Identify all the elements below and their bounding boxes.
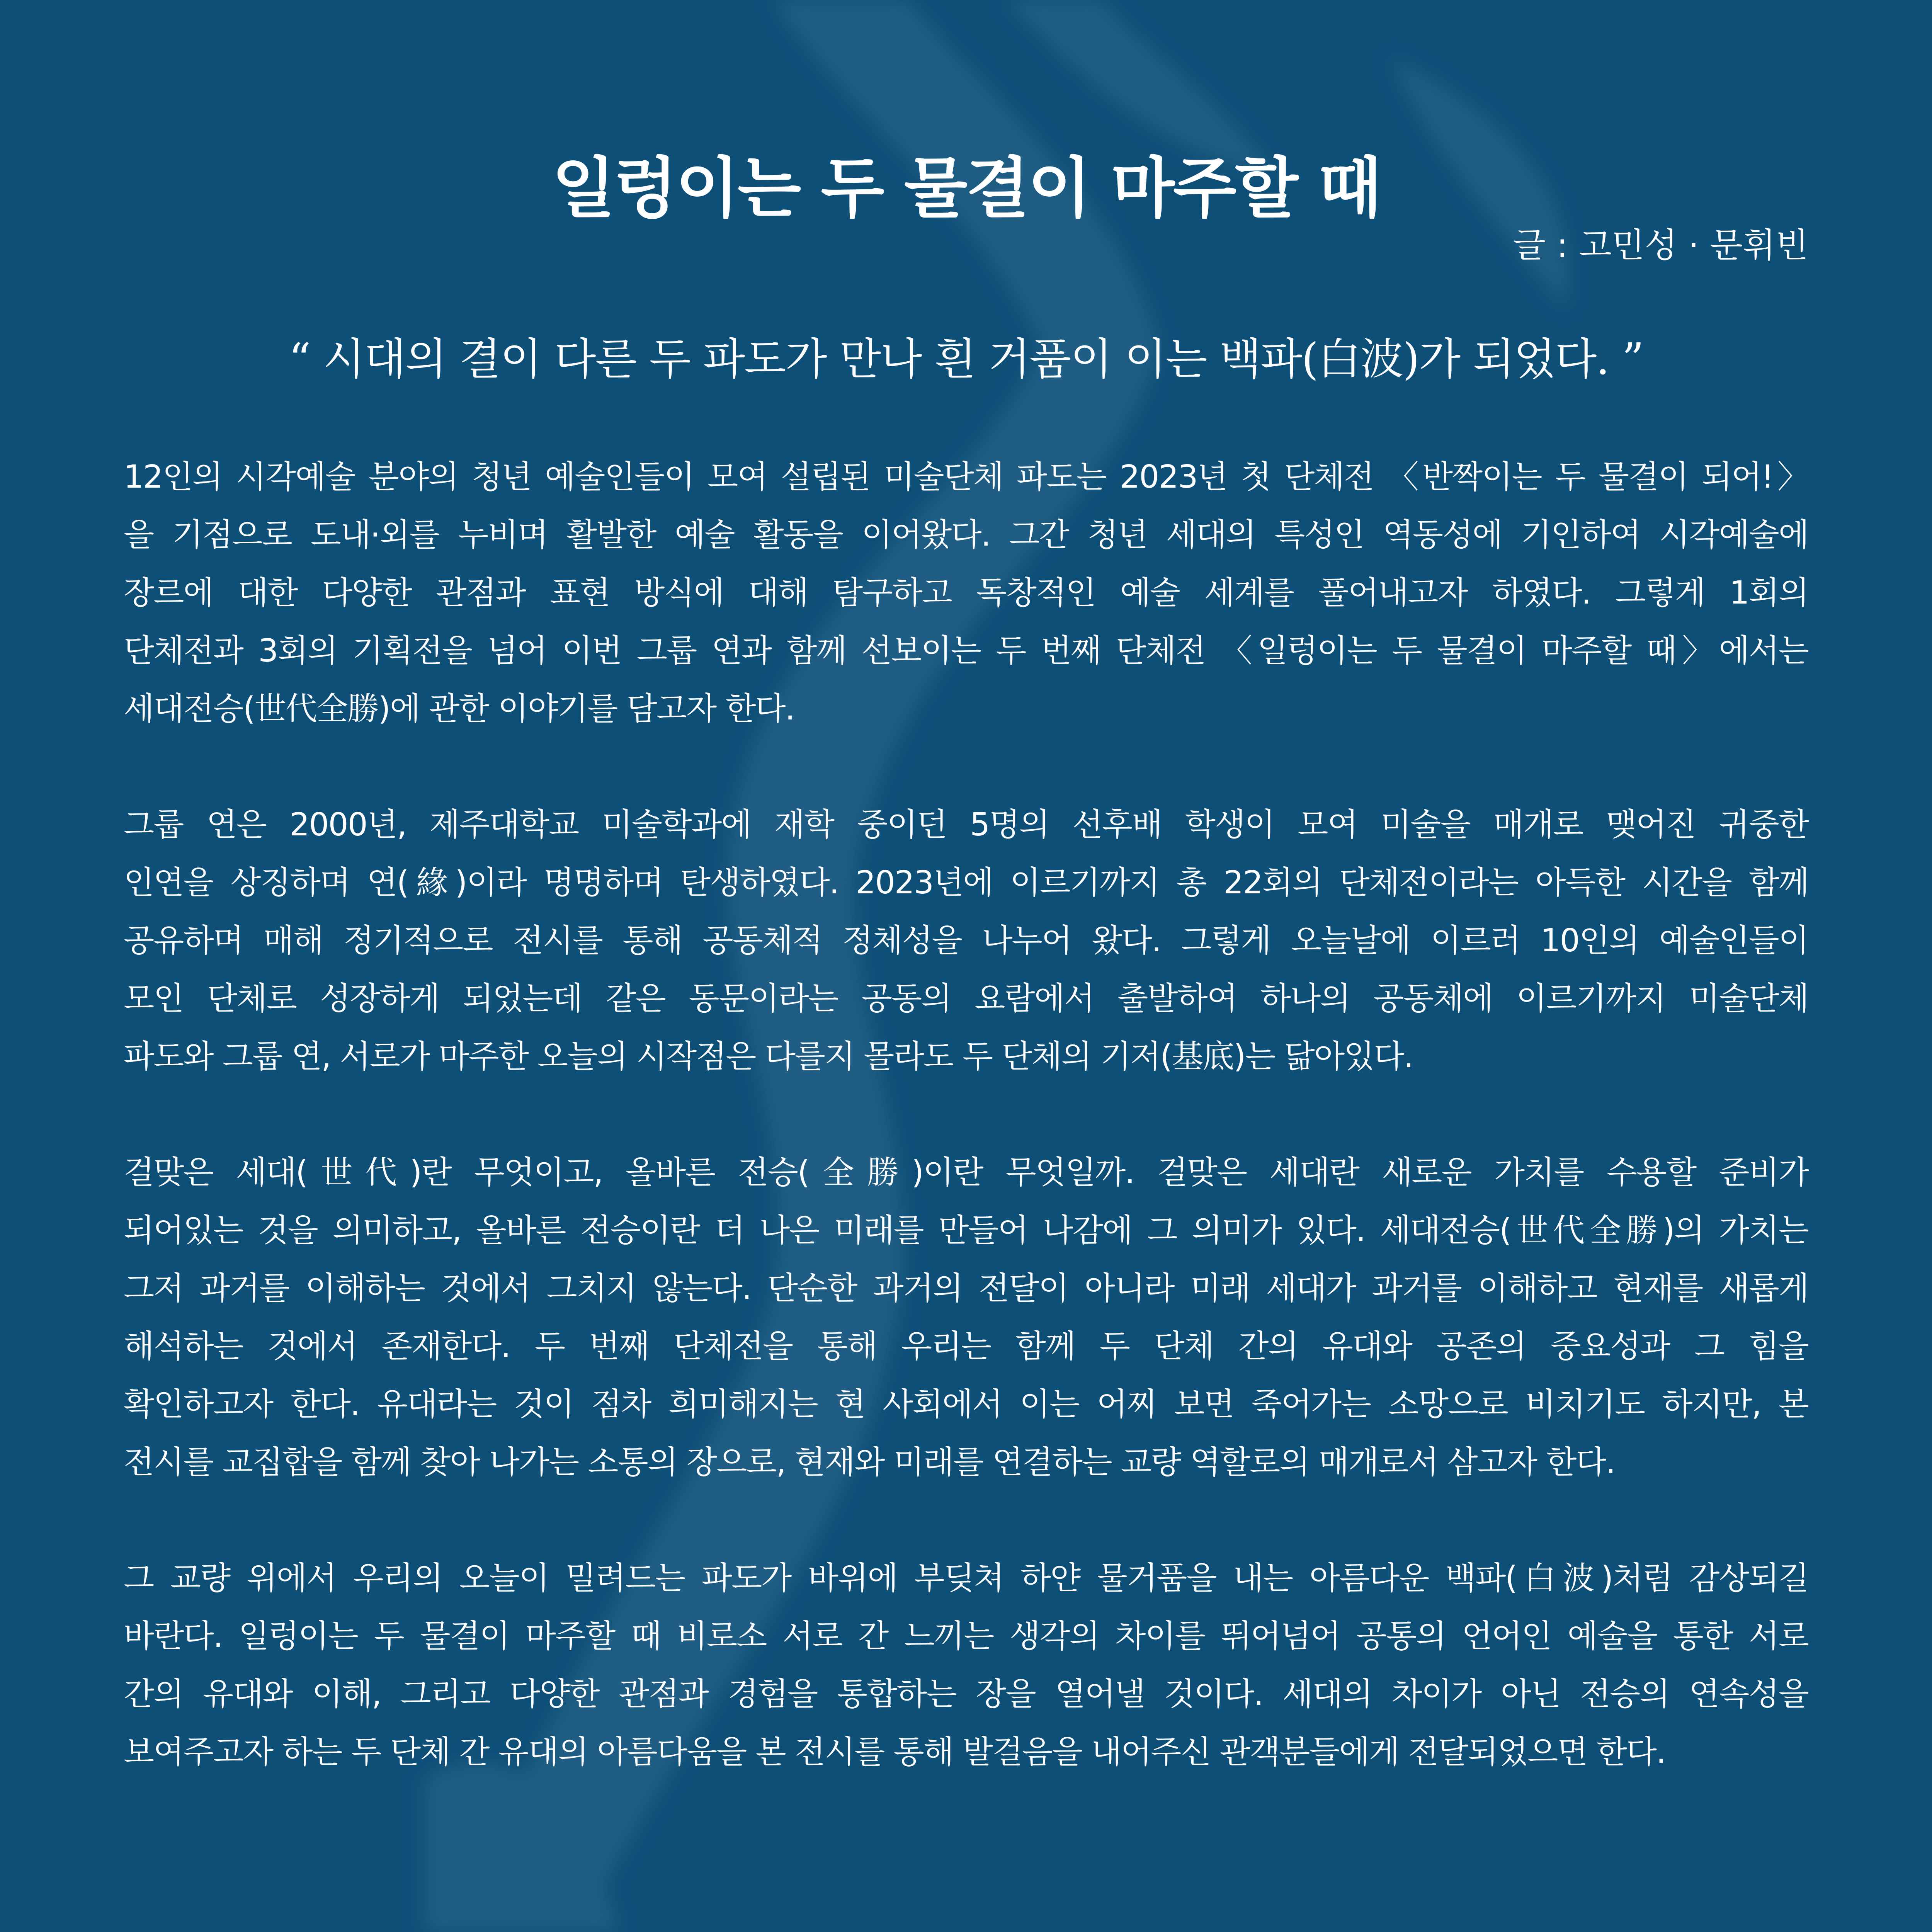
paragraph-spacer: [124, 1492, 1808, 1549]
paragraph-line: 그 교량 위에서 우리의 오늘이 밀려드는 파도가 바위에 부딪쳐 하얀 물거품을 내는 아름다운 백파(白波)처럼 감상되길: [124, 1560, 1808, 1597]
paragraph-line: 바란다. 일렁이는 두 물결이 마주할 때 비로소 서로 간 느끼는 생각의 차이를 뛰어넘어 공통의 언어인 예술을 통한 서로: [124, 1618, 1808, 1655]
paragraph-line: 12인의 시각예술 분야의 청년 예술인들이 모여 설립된 미술단체 파도는 2023년 첫 단체전 〈반짝이는 두 물결이 되어!〉: [124, 459, 1808, 495]
paragraph-line: 전시를 교집합을 함께 찾아 나가는 소통의 장으로, 현재와 미래를 연결하는 교량 역할로의 매개로서 삼고자 한다.: [124, 1444, 1615, 1481]
paragraph-line: 그룹 연은 2000년, 제주대학교 미술학과에 재학 중이던 5명의 선후배 학생이 모여 미술을 매개로 맺어진 귀중한: [124, 806, 1808, 843]
paragraph-line: 걸맞은 세대(世代)란 무엇이고, 올바른 전승(全勝)이란 무엇일까. 걸맞은 세대란 새로운 가치를 수용할 준비가: [124, 1154, 1808, 1191]
paragraph-line: 세대전승(世代全勝)에 관한 이야기를 담고자 한다.: [124, 690, 794, 727]
paragraph-line: 되어있는 것을 의미하고, 올바른 전승이란 더 나은 미래를 만들어 나감에 그 의미가 있다. 세대전승(世代全勝)의 가치는: [124, 1212, 1808, 1249]
paragraph-line: 확인하고자 한다. 유대라는 것이 점차 희미해지는 현 사회에서 이는 어찌 보면 죽어가는 소망으로 비치기도 하지만, 본: [124, 1386, 1808, 1423]
author-credit: 글 : 고민성 · 문휘빈: [1513, 225, 1808, 265]
paragraph-line: 모인 단체로 성장하게 되었는데 같은 동문이라는 공동의 요람에서 출발하여 하나의 공동체에 이르기까지 미술단체: [124, 980, 1808, 1017]
paragraph: [124, 796, 1808, 1086]
paragraph: [124, 448, 1808, 738]
paragraph-spacer: [124, 738, 1808, 796]
paragraph-line: 을 기점으로 도내·외를 누비며 활발한 예술 활동을 이어왔다. 그간 청년 세대의 특성인 역동성에 기인하여 시각예술에: [124, 517, 1808, 553]
paragraph-line: 보여주고자 하는 두 단체 간 유대의 아름다움을 본 전시를 통해 발걸음을 내어주신 관객분들에게 전달되었으면 한다.: [124, 1734, 1665, 1770]
paragraph-line: 그저 과거를 이해하는 것에서 그치지 않는다. 단순한 과거의 전달이 아니라 미래 세대가 과거를 이해하고 현재를 새롭게: [124, 1270, 1808, 1307]
paragraph: [124, 1549, 1808, 1781]
paragraph-line: 해석하는 것에서 존재한다. 두 번째 단체전을 통해 우리는 함께 두 단체 간의 유대와 공존의 중요성과 그 힘을: [124, 1328, 1808, 1365]
paragraph: [124, 1144, 1808, 1492]
paragraph-line: 간의 유대와 이해, 그리고 다양한 관점과 경험을 통합하는 장을 열어낼 것이다. 세대의 차이가 아닌 전승의 연속성을: [124, 1676, 1808, 1713]
pull-quote: “ 시대의 결이 다른 두 파도가 만나 흰 거품이 이는 백파(白波)가 되었다. ”: [289, 334, 1643, 384]
body-text: [124, 448, 1808, 1781]
paragraph-line: 인연을 상징하며 연(緣)이라 명명하며 탄생하였다. 2023년에 이르기까지 총 22회의 단체전이라는 아득한 시간을 함께: [124, 864, 1808, 901]
paragraph-line: 단체전과 3회의 기획전을 넘어 이번 그룹 연과 함께 선보이는 두 번째 단체전 〈일렁이는 두 물결이 마주할 때〉에서는: [124, 633, 1808, 669]
paragraph-line: 파도와 그룹 연, 서로가 마주한 오늘의 시작점은 다를지 몰라도 두 단체의 기저(基底)는 닮아있다.: [124, 1038, 1413, 1075]
paragraph-line: 장르에 대한 다양한 관점과 표현 방식에 대해 탐구하고 독창적인 예술 세계를 풀어내고자 하였다. 그렇게 1회의: [124, 575, 1808, 611]
paragraph-line: 공유하며 매해 정기적으로 전시를 통해 공동체적 정체성을 나누어 왔다. 그렇게 오늘날에 이르러 10인의 예술인들이: [124, 922, 1808, 959]
page-title: 일렁이는 두 물결이 마주할 때: [552, 150, 1380, 227]
paragraph-spacer: [124, 1086, 1808, 1144]
